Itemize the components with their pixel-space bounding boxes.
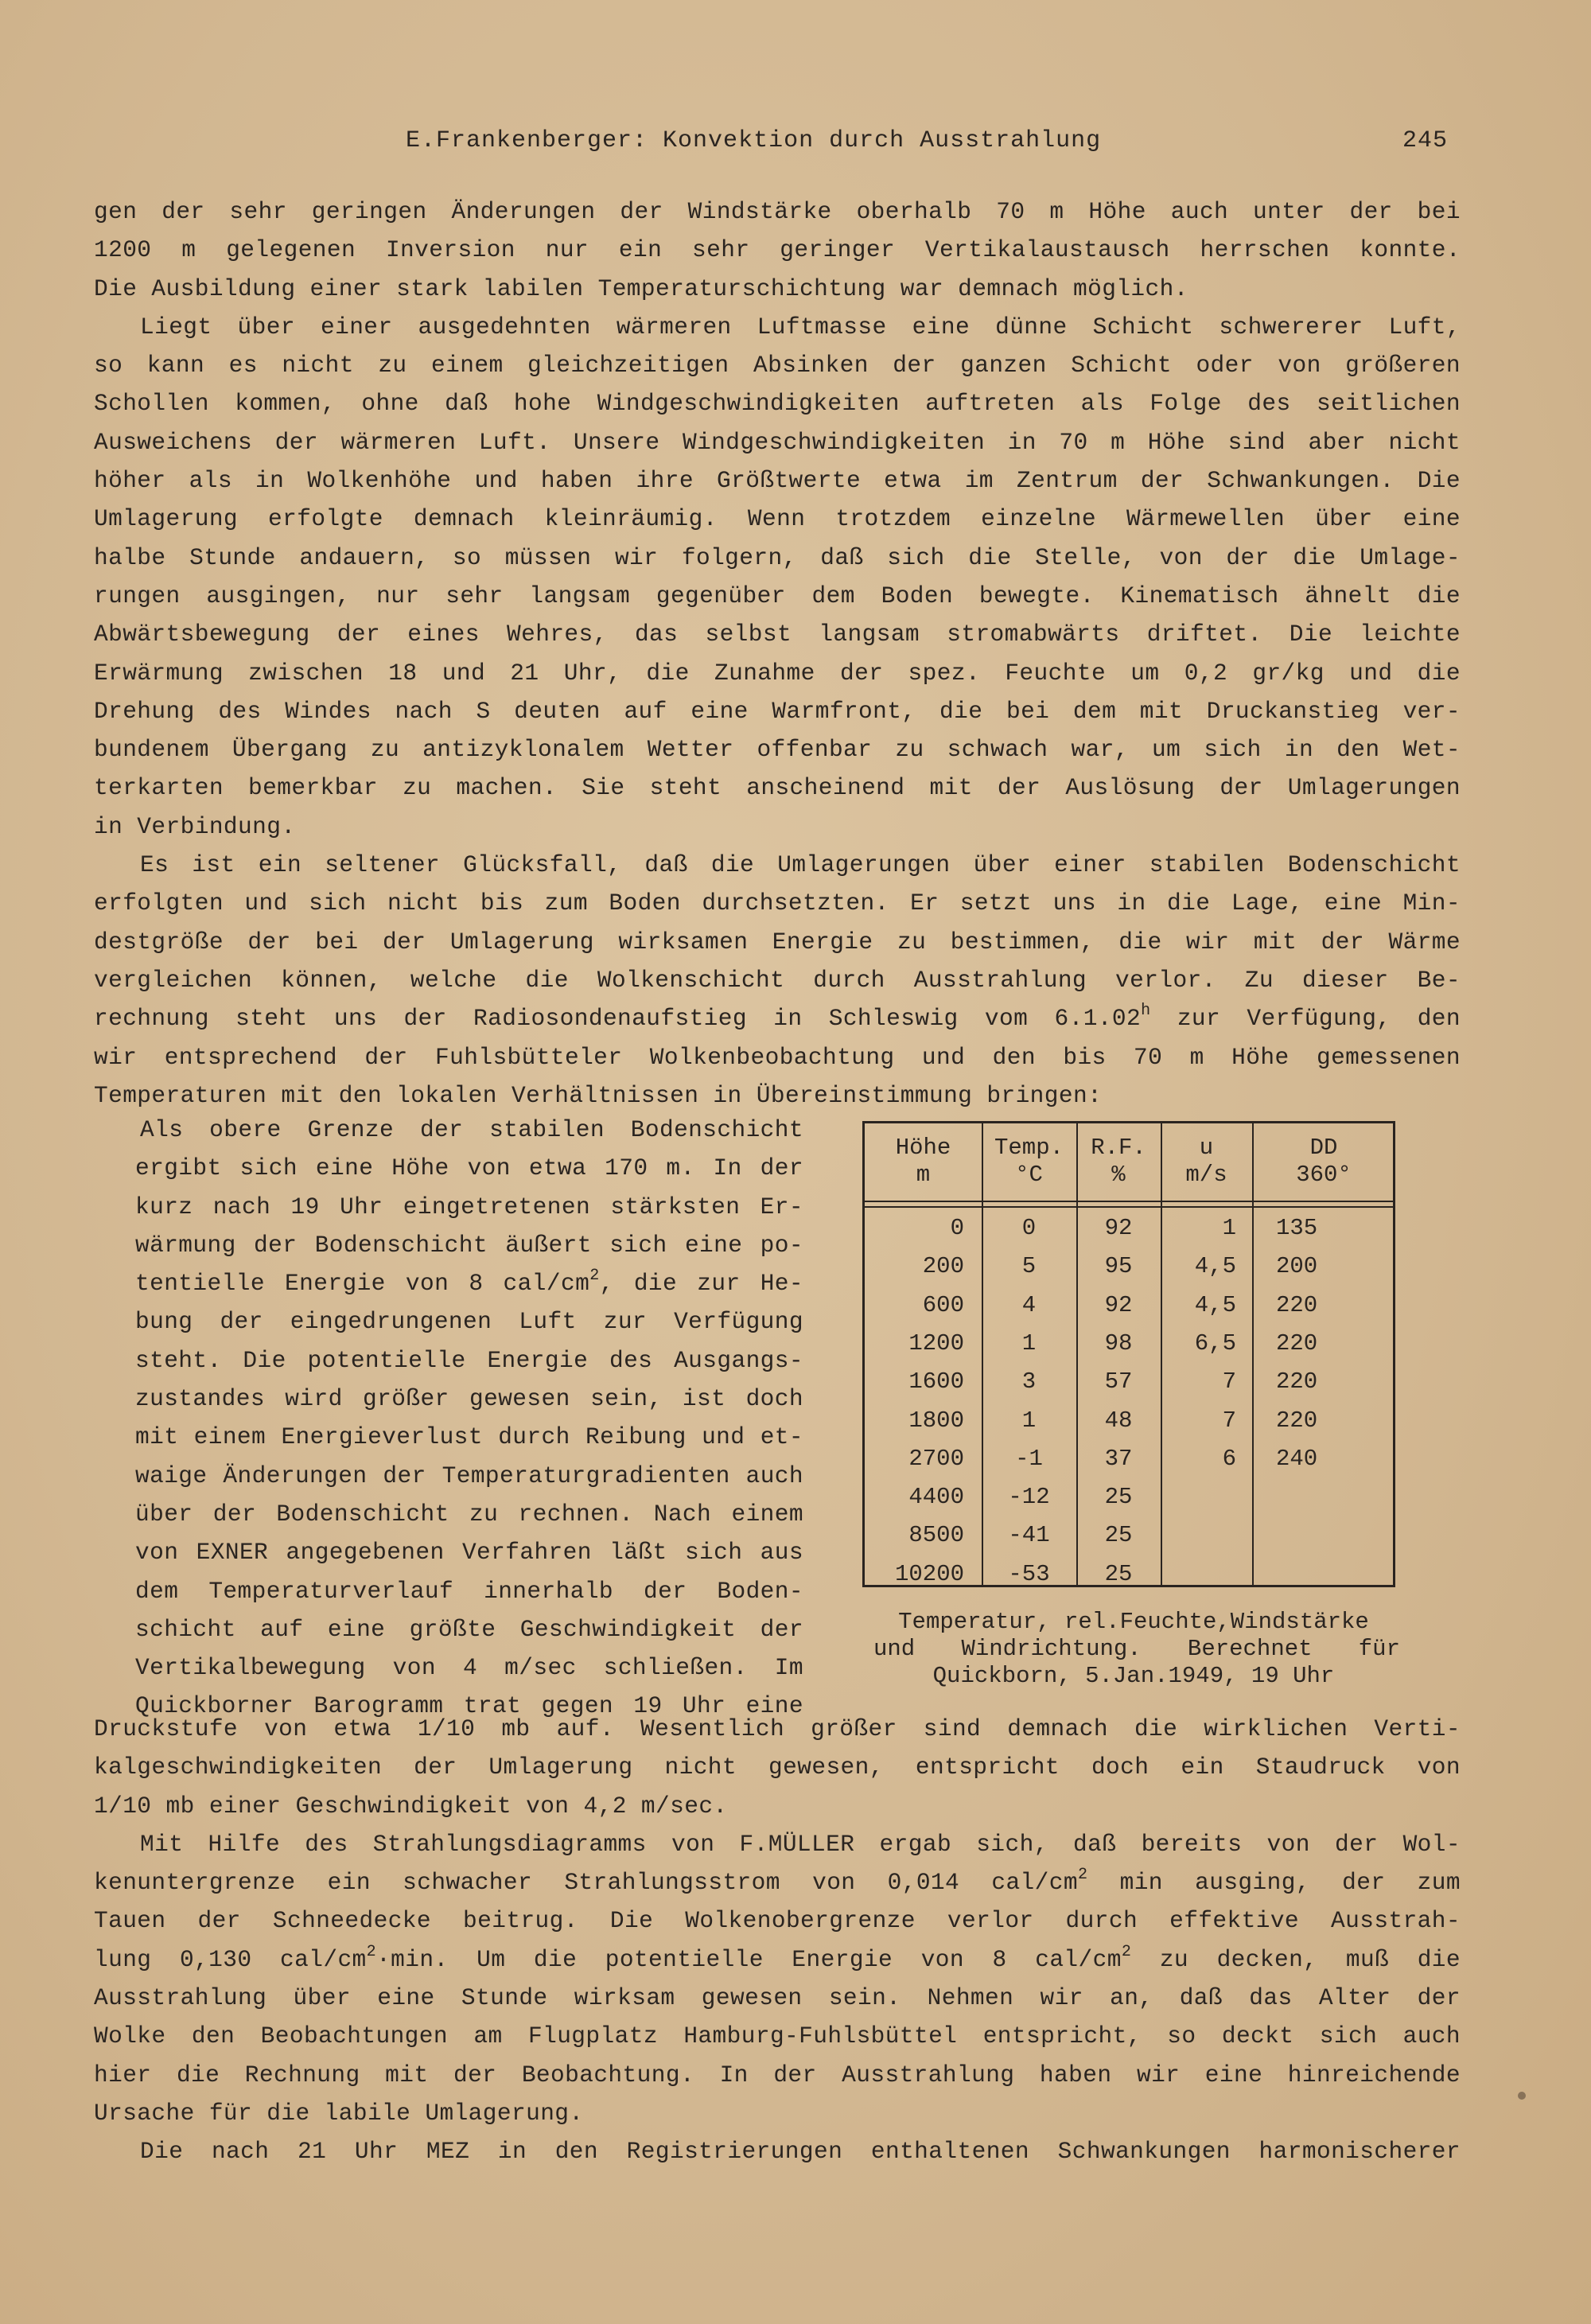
ink-spot bbox=[1518, 2092, 1526, 2100]
text-line: gen der sehr geringen Änderungen der Windstärke oberhalb 70 m Höhe auch unter der bei bbox=[94, 198, 1461, 225]
table-cell: 4,5 bbox=[1194, 1291, 1236, 1318]
table-cell: -41 bbox=[1008, 1522, 1050, 1549]
text-line: kalgeschwindigkeiten der Umlagerung nicht gewesen, entspricht doch ein Staudruck von bbox=[94, 1754, 1461, 1781]
table-cell: 7 bbox=[1222, 1407, 1236, 1434]
table-cell: -12 bbox=[1008, 1484, 1050, 1511]
text-line-with-superscript bbox=[94, 1863, 1461, 1902]
text-line-with-superscript bbox=[94, 999, 1461, 1037]
header-unit: m/s bbox=[1185, 1162, 1227, 1188]
text-line: Schollen kommen, ohne daß hohe Windgeschwindigkeiten auftreten als Folge des seitlichen bbox=[94, 390, 1461, 418]
table-cell: 600 bbox=[922, 1291, 964, 1318]
text-line: Ausstrahlung über eine Stunde wirksam gewesen sein. Nehmen wir an, daß das Alter der bbox=[94, 1984, 1461, 2012]
text-line: erfolgten und sich nicht bis zum Boden durchsetzten. Er setzt uns in die Lage, eine Min- bbox=[94, 890, 1461, 917]
table-header-rule bbox=[865, 1201, 1393, 1202]
text-line: Wolke den Beobachtungen am Flugplatz Hamburg-Fuhlsbüttel entspricht, so deckt sich auch bbox=[94, 2022, 1461, 2050]
text-line: wärmung der Bodenschicht äußert sich eine po- bbox=[135, 1231, 803, 1259]
header-unit: m bbox=[916, 1162, 931, 1188]
table-cell: 220 bbox=[1276, 1407, 1318, 1434]
header-unit: 360° bbox=[1296, 1162, 1352, 1188]
text-line: dem Temperaturverlauf innerhalb der Boden- bbox=[135, 1577, 803, 1605]
text-line: destgröße der bei der Umlagerung wirksamen Energie zu bestimmen, die wir mit der Wärme bbox=[94, 928, 1461, 956]
text-line: kurz nach 19 Uhr eingetretenen stärksten Er- bbox=[135, 1193, 803, 1220]
text-line: in Verbindung. bbox=[94, 812, 296, 840]
text-line: von EXNER angegebenen Verfahren läßt sich aus bbox=[135, 1539, 803, 1567]
table-cell: 57 bbox=[1104, 1368, 1133, 1396]
table-cell: 240 bbox=[1276, 1445, 1318, 1472]
text-line: Erwärmung zwischen 18 und 21 Uhr, die Zunahme der spez. Feuchte um 0,2 gr/kg und die bbox=[94, 659, 1461, 687]
header-unit: % bbox=[1111, 1162, 1126, 1188]
table-cell: 1 bbox=[1021, 1329, 1037, 1357]
text-line: waige Änderungen der Temperaturgradienten auch bbox=[135, 1462, 803, 1489]
table-cell: 1 bbox=[1021, 1407, 1037, 1434]
table-cell: 5 bbox=[1021, 1253, 1037, 1280]
table-cell: 4 bbox=[1021, 1291, 1037, 1318]
table-cell: 220 bbox=[1276, 1329, 1318, 1357]
text-line: hier die Rechnung mit der Beobachtung. In der Ausstrahlung haben wir eine hinreichende bbox=[94, 2061, 1461, 2088]
data-table bbox=[862, 1121, 1395, 1587]
table-cell: 1800 bbox=[908, 1407, 964, 1434]
text-fragment: lung 0,130 cal/cm bbox=[94, 1945, 367, 1973]
table-cell: 25 bbox=[1104, 1484, 1133, 1511]
table-cell: 200 bbox=[922, 1253, 964, 1280]
text-fragment: rechnung steht uns der Radiosondenaufstieg in Schleswig vom 6.1.02 bbox=[94, 1005, 1142, 1033]
table-cell: -53 bbox=[1008, 1560, 1050, 1587]
table-cell: 2700 bbox=[908, 1445, 964, 1472]
text-line: bung der eingedrungenen Luft zur Verfügung bbox=[135, 1308, 803, 1336]
page-number: 245 bbox=[1402, 127, 1448, 154]
text-line: halbe Stunde andauern, so müssen wir folgern, daß sich die Stelle, von der die Umlage- bbox=[94, 543, 1461, 571]
body-text-top bbox=[94, 193, 1461, 1115]
header-label: Höhe bbox=[895, 1135, 951, 1161]
text-line: Umlagerung erfolgte demnach kleinräumig. Wenn trotzdem einzelne Wärmewellen über eine bbox=[94, 505, 1461, 533]
text-line: Ursache für die labile Umlagerung. bbox=[94, 2099, 584, 2127]
table-header-cell bbox=[1076, 1135, 1161, 1189]
text-line: rungen ausgingen, nur sehr langsam gegenüber dem Boden bewegte. Kinematisch ähnelt die bbox=[94, 582, 1461, 609]
table-caption bbox=[867, 1609, 1400, 1690]
text-line: 1/10 mb einer Geschwindigkeit von 4,2 m/sec. bbox=[94, 1792, 728, 1820]
table-header-cell bbox=[982, 1135, 1076, 1189]
text-line: Die Ausbildung einer stark labilen Temperaturschichtung war demnach möglich. bbox=[94, 274, 1188, 302]
table-cell: 25 bbox=[1104, 1522, 1133, 1549]
table-cell: 48 bbox=[1104, 1407, 1133, 1434]
body-text-left-column bbox=[135, 1111, 803, 1726]
table-header-cell bbox=[1252, 1135, 1395, 1189]
text-line: Tauen der Schneedecke beitrug. Die Wolkenobergrenze verlor durch effektive Ausstrah- bbox=[94, 1907, 1461, 1935]
caption-line: Quickborn, 5.Jan.1949, 19 Uhr bbox=[932, 1663, 1335, 1689]
text-line: Drehung des Windes nach S deuten auf eine Warmfront, die bei dem mit Druckanstieg ver- bbox=[94, 697, 1461, 725]
header-label: R.F. bbox=[1091, 1135, 1146, 1161]
text-line: vergleichen können, welche die Wolkenschicht durch Ausstrahlung verlor. Zu dieser Be- bbox=[94, 966, 1461, 994]
text-line: Temperaturen mit den lokalen Verhältnissen in Übereinstimmung bringen: bbox=[94, 1081, 1103, 1109]
text-line-with-superscript bbox=[135, 1264, 803, 1302]
table-cell: 6,5 bbox=[1194, 1329, 1236, 1357]
superscript: 2 bbox=[1121, 1942, 1132, 1961]
text-fragment: kenuntergrenze ein schwacher Strahlungsstrom von 0,014 cal/cm bbox=[94, 1869, 1078, 1897]
table-cell: 10200 bbox=[894, 1560, 964, 1587]
text-line: Quickborner Barogramm trat gegen 19 Uhr eine bbox=[135, 1692, 803, 1720]
table-cell: 92 bbox=[1104, 1291, 1133, 1318]
text-line: zustandes wird größer gewesen sein, ist doch bbox=[135, 1385, 803, 1413]
caption-line: und Windrichtung. Berechnet für bbox=[873, 1636, 1400, 1662]
table-header-cell bbox=[865, 1135, 982, 1189]
text-fragment: , die zur He- bbox=[599, 1270, 803, 1298]
table-cell: 6 bbox=[1222, 1445, 1236, 1472]
table-header-cell bbox=[1161, 1135, 1252, 1189]
text-line: mit einem Energieverlust durch Reibung und et- bbox=[135, 1423, 803, 1451]
text-line: terkarten bemerkbar zu machen. Sie steht anscheinend mit der Auslösung der Umlagerungen bbox=[94, 774, 1461, 802]
text-fragment: ·min. Um die potentielle Energie von 8 cal/cm bbox=[376, 1945, 1122, 1973]
text-line: Druckstufe von etwa 1/10 mb auf. Wesentlich größer sind demnach die wirklichen Verti- bbox=[94, 1715, 1461, 1742]
text-line: Liegt über einer ausgedehnten wärmeren Luftmasse eine dünne Schicht schwererer Luft, bbox=[140, 313, 1461, 341]
table-cell: 8500 bbox=[908, 1522, 964, 1549]
text-line: 1200 m gelegenen Inversion nur ein sehr geringer Vertikalaustausch herrschen konnte. bbox=[94, 236, 1461, 264]
table-cell: 98 bbox=[1104, 1329, 1133, 1357]
caption-line: Temperatur, rel.Feuchte,Windstärke bbox=[898, 1609, 1369, 1635]
table-cell: 220 bbox=[1276, 1368, 1318, 1396]
table-cell: 37 bbox=[1104, 1445, 1133, 1472]
table-cell: -1 bbox=[1015, 1445, 1043, 1472]
text-line: Abwärtsbewegung der eines Wehres, das selbst langsam stromabwärts driftet. Die leichte bbox=[94, 621, 1461, 648]
header-label: Temp. bbox=[994, 1135, 1064, 1161]
text-fragment: zu decken, muß die bbox=[1159, 1945, 1461, 1973]
table-cell: 3 bbox=[1021, 1368, 1037, 1396]
text-line: Ausweichens der wärmeren Luft. Unsere Windgeschwindigkeiten in 70 m Höhe sind aber nicht bbox=[94, 428, 1461, 456]
superscript: 2 bbox=[366, 1942, 377, 1961]
table-cell: 92 bbox=[1104, 1215, 1133, 1241]
text-line: bundenem Übergang zu antizyklonalem Wetter offenbar zu schwach war, um sich in den Wet- bbox=[94, 736, 1461, 764]
text-line: Als obere Grenze der stabilen Bodenschicht bbox=[140, 1116, 803, 1143]
table-cell: 200 bbox=[1276, 1253, 1318, 1280]
text-line: schicht auf eine größte Geschwindigkeit der bbox=[135, 1615, 803, 1643]
table-cell: 1 bbox=[1222, 1215, 1236, 1241]
table-cell: 0 bbox=[1021, 1215, 1037, 1241]
text-line: so kann es nicht zu einem gleichzeitigen Absinken der ganzen Schicht oder von größeren bbox=[94, 352, 1461, 380]
text-line: ergibt sich eine Höhe von etwa 170 m. In der bbox=[135, 1154, 803, 1182]
text-line: Es ist ein seltener Glücksfall, daß die Umlagerungen über einer stabilen Bodenschicht bbox=[140, 851, 1461, 879]
superscript: 2 bbox=[1077, 1866, 1088, 1885]
table-cell: 95 bbox=[1104, 1253, 1133, 1280]
text-line: Mit Hilfe des Strahlungsdiagramms von F.MÜLLER ergab sich, daß bereits von der Wol- bbox=[140, 1830, 1461, 1858]
text-fragment: zur Verfügung, den bbox=[1177, 1005, 1461, 1033]
text-line: Die nach 21 Uhr MEZ in den Registrierungen enthaltenen Schwankungen harmonischerer bbox=[140, 2138, 1461, 2166]
table-cell: 7 bbox=[1222, 1368, 1236, 1396]
text-fragment: tentielle Energie von 8 cal/cm bbox=[135, 1270, 590, 1298]
text-line: wir entsprechend der Fuhlsbütteler Wolkenbeobachtung und den bis 70 m Höhe gemessenen bbox=[94, 1043, 1461, 1071]
table-cell: 135 bbox=[1276, 1215, 1318, 1241]
text-line: Vertikalbewegung von 4 m/sec schließen. Im bbox=[135, 1654, 803, 1682]
text-line: höher als in Wolkenhöhe und haben ihre Größtwerte etwa im Zentrum der Schwankungen. Die bbox=[94, 467, 1461, 495]
table-cell: 0 bbox=[950, 1215, 964, 1241]
table-cell: 4,5 bbox=[1194, 1253, 1236, 1280]
table-cell: 4400 bbox=[908, 1484, 964, 1511]
superscript: 2 bbox=[589, 1267, 600, 1286]
text-line-with-superscript bbox=[94, 1941, 1461, 1979]
text-line: über der Bodenschicht zu rechnen. Nach einem bbox=[135, 1500, 803, 1528]
text-fragment: min ausging, der zum bbox=[1119, 1869, 1461, 1897]
running-title: E.Frankenberger: Konvektion durch Ausstrahlung bbox=[406, 127, 1102, 154]
header-unit: °C bbox=[1015, 1162, 1043, 1188]
superscript: h bbox=[1141, 1002, 1151, 1021]
header-label: u bbox=[1199, 1135, 1214, 1161]
table-cell: 1200 bbox=[908, 1329, 964, 1357]
table-cell: 220 bbox=[1276, 1291, 1318, 1318]
header-label: DD bbox=[1309, 1135, 1338, 1161]
table-cell: 25 bbox=[1104, 1560, 1133, 1587]
body-text-bottom bbox=[94, 1710, 1461, 2171]
table-cell: 1600 bbox=[908, 1368, 964, 1396]
table-header-rule bbox=[865, 1206, 1393, 1208]
text-line: steht. Die potentielle Energie des Ausgangs- bbox=[135, 1346, 803, 1374]
